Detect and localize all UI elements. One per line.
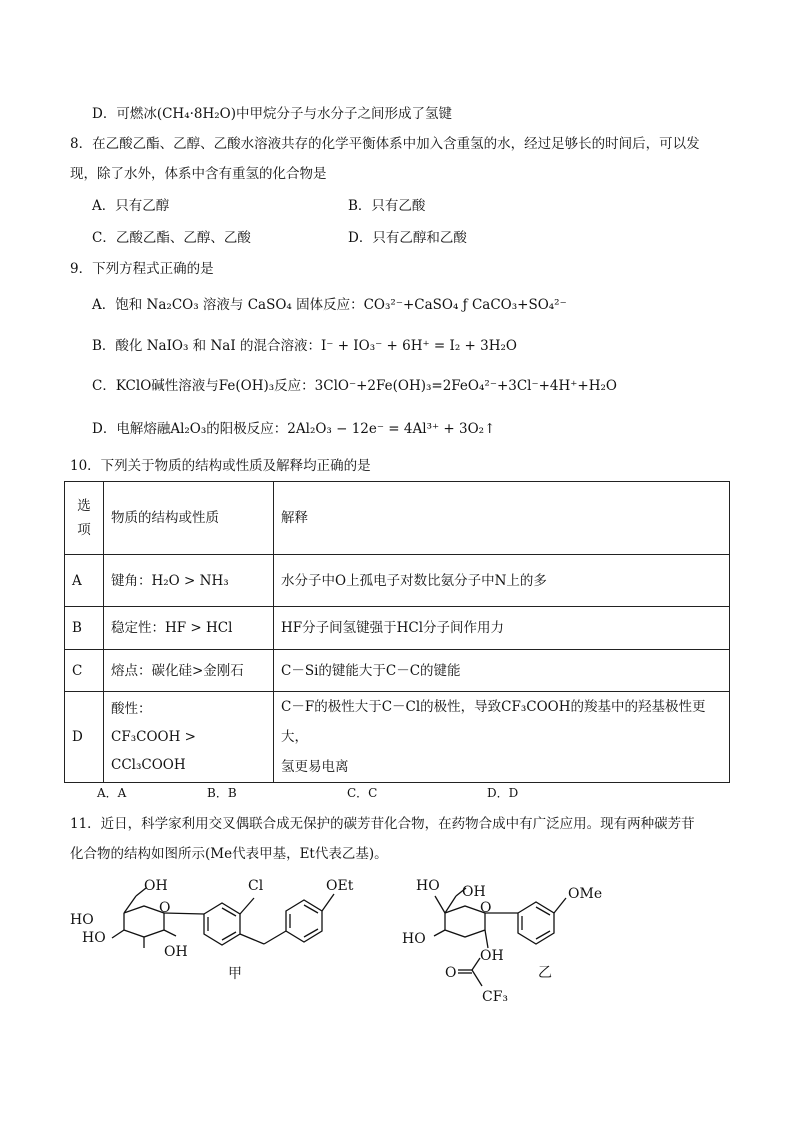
q10-option-c: C．C [347, 786, 378, 800]
mol-a-label-ho-1: HO [70, 912, 94, 928]
mol-a-label-oet: OEt [326, 878, 354, 894]
mol-b-caption: 乙 [538, 965, 552, 981]
row-b-explanation: HF分子间氢键强于HCl分子间作用力 [274, 607, 730, 650]
table-row [65, 650, 730, 692]
q8-stem-line2: 现，除了水外，体系中含有重氢的化合物是 [70, 166, 327, 182]
table-header-row [65, 482, 730, 555]
q8-stem-line1: 8．在乙酸乙酯、乙醇、乙酸水溶液共存的化学平衡体系中加入含重氢的水，经过足够长的时间后，可以发 [70, 136, 700, 152]
mol-b-label-ester-o: OH [480, 948, 504, 964]
row-c-property: 熔点：碳化硅>金刚石 [104, 650, 274, 692]
table-row [65, 607, 730, 650]
q11-stem-line1: 11．近日，科学家利用交叉偶联合成无保护的碳芳苷化合物，在药物合成中有广泛应用。现有两种碳芳苷 [70, 816, 695, 832]
mol-a-label-oh-top: OH [144, 878, 168, 894]
table-row [65, 555, 730, 607]
molecule-a-structure [64, 866, 404, 991]
mol-b-label-carbonyl-o: O [445, 965, 457, 981]
mol-a-caption: 甲 [228, 966, 242, 982]
row-a-option: A [65, 555, 104, 607]
q8-option-d: D．只有乙醇和乙酸 [348, 230, 467, 246]
row-a-explanation: 水分子中O上孤电子对数比氨分子中N上的多 [274, 555, 730, 607]
row-d-property-line1: 酸性： [111, 701, 152, 717]
mol-b-label-ring-o: O [480, 900, 492, 916]
mol-b-label-ho-top: HO [416, 878, 440, 894]
q9-option-b: B．酸化 NaIO₃ 和 NaI 的混合溶液：I⁻ + IO₃⁻ + 6H⁺ = I₂ + 3H₂O [92, 338, 517, 354]
q9-stem: 9．下列方程式正确的是 [70, 261, 214, 277]
row-d-property [104, 692, 274, 783]
row-a-property: 键角：H₂O > NH₃ [104, 555, 274, 607]
header-option: 选项 [65, 482, 104, 555]
q10-option-a: A．A [97, 786, 127, 800]
mol-b-label-ome: OMe [568, 886, 603, 902]
row-b-option: B [65, 607, 104, 650]
row-b-property: 稳定性：HF > HCl [104, 607, 274, 650]
mol-b-label-oh-top: OH [462, 884, 486, 900]
mol-b-label-cf3: CF₃ [482, 989, 509, 1005]
header-explanation: 解释 [274, 482, 730, 555]
q8-option-c: C．乙酸乙酯、乙醇、乙酸 [92, 230, 251, 246]
table-row [65, 692, 730, 783]
row-d-option: D [65, 692, 104, 783]
mol-a-label-cl: Cl [248, 878, 264, 894]
q9-option-d: D．电解熔融Al₂O₃的阳极反应：2Al₂O₃ − 12e⁻ = 4Al³⁺ + 3O₂↑ [92, 421, 496, 437]
row-d-property-line2: CF₃COOH > CCl₃COOH [111, 729, 196, 773]
q8-option-b: B．只有乙酸 [348, 198, 426, 214]
q9-option-a: A．饱和 Na₂CO₃ 溶液与 CaSO₄ 固体反应：CO₃²⁻+CaSO₄ ƒ CaCO₃+SO₄²⁻ [92, 297, 567, 313]
q10-table [64, 481, 730, 783]
q7-option-d: D．可燃冰(CH₄·8H₂O)中甲烷分子与水分子之间形成了氢键 [92, 106, 453, 122]
q10-option-d: D．D [487, 786, 519, 800]
row-c-option: C [65, 650, 104, 692]
mol-a-label-oh-bottom: OH [164, 944, 188, 960]
q8-option-a: A．只有乙醇 [92, 198, 170, 214]
q10-stem: 10．下列关于物质的结构或性质及解释均正确的是 [70, 458, 371, 474]
header-property: 物质的结构或性质 [104, 482, 274, 555]
mol-b-label-ho: HO [402, 931, 426, 947]
q9-option-c: C．KClO碱性溶液与Fe(OH)₃反应：3ClO⁻+2Fe(OH)₃=2FeO₄²⁻+3Cl⁻+4H⁺+H₂O [92, 378, 617, 394]
row-d-explanation-line2: 氢更易电离 [281, 759, 349, 775]
q11-stem-line2: 化合物的结构如图所示(Me代表甲基，Et代表乙基)。 [70, 846, 388, 862]
row-d-explanation [274, 692, 730, 783]
mol-a-label-ring-o: O [159, 900, 171, 916]
row-d-explanation-line1: C－F的极性大于C－Cl的极性，导致CF₃COOH的羧基中的羟基极性更大， [281, 699, 706, 745]
q10-option-b: B．B [207, 786, 237, 800]
molecule-b-structure [400, 866, 630, 1011]
row-c-explanation: C－Si的键能大于C－C的键能 [274, 650, 730, 692]
mol-a-label-ho-2: HO [82, 930, 106, 946]
